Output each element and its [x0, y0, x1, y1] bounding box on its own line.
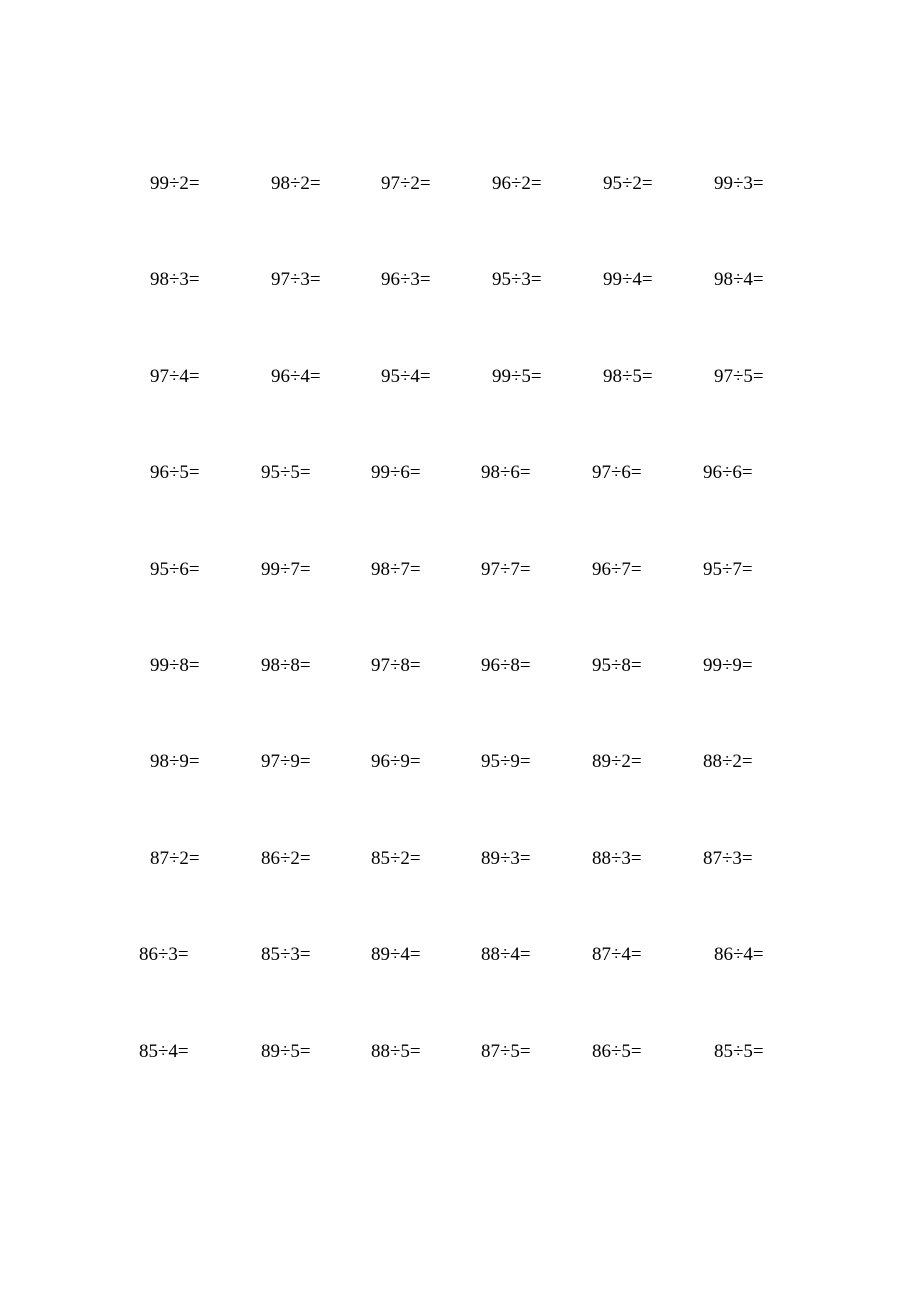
division-problem: 86÷4= [714, 944, 764, 965]
division-problem: 98÷9= [150, 751, 200, 772]
division-problem: 97÷8= [371, 655, 421, 676]
division-problem: 99÷3= [714, 173, 764, 194]
division-problem: 96÷2= [492, 173, 542, 194]
division-problem: 95÷9= [481, 751, 531, 772]
division-problem: 89÷4= [371, 944, 421, 965]
division-problem: 98÷5= [603, 366, 653, 387]
division-problem: 99÷7= [261, 559, 311, 580]
division-problem: 85÷4= [139, 1041, 189, 1062]
division-problem: 96÷7= [592, 559, 642, 580]
division-problem: 95÷8= [592, 655, 642, 676]
division-problem: 96÷5= [150, 462, 200, 483]
division-problem: 88÷2= [703, 751, 753, 772]
division-problem: 98÷6= [481, 462, 531, 483]
division-problem: 86÷3= [139, 944, 189, 965]
division-problem: 86÷2= [261, 848, 311, 869]
division-problem: 99÷4= [603, 269, 653, 290]
division-problem: 95÷4= [381, 366, 431, 387]
division-problem: 97÷9= [261, 751, 311, 772]
division-problem: 99÷9= [703, 655, 753, 676]
division-problem: 97÷4= [150, 366, 200, 387]
division-problem: 97÷2= [381, 173, 431, 194]
division-problem: 99÷8= [150, 655, 200, 676]
division-problem: 98÷2= [271, 173, 321, 194]
division-problem: 96÷6= [703, 462, 753, 483]
division-problem: 97÷6= [592, 462, 642, 483]
division-problem: 87÷4= [592, 944, 642, 965]
division-problem: 98÷8= [261, 655, 311, 676]
division-problem: 96÷8= [481, 655, 531, 676]
division-problem: 96÷4= [271, 366, 321, 387]
division-problem: 99÷2= [150, 173, 200, 194]
division-problem: 97÷5= [714, 366, 764, 387]
division-problem: 88÷3= [592, 848, 642, 869]
division-problem: 98÷3= [150, 269, 200, 290]
division-problem: 99÷6= [371, 462, 421, 483]
division-problem: 99÷5= [492, 366, 542, 387]
division-problem: 95÷7= [703, 559, 753, 580]
division-problem: 98÷4= [714, 269, 764, 290]
division-problem: 95÷2= [603, 173, 653, 194]
division-problem: 89÷2= [592, 751, 642, 772]
division-problem: 86÷5= [592, 1041, 642, 1062]
division-problem: 89÷3= [481, 848, 531, 869]
division-problem: 85÷3= [261, 944, 311, 965]
division-problem: 95÷5= [261, 462, 311, 483]
division-problem: 87÷5= [481, 1041, 531, 1062]
division-problem: 88÷4= [481, 944, 531, 965]
division-problem: 97÷3= [271, 269, 321, 290]
division-problem: 96÷3= [381, 269, 431, 290]
division-problem: 85÷2= [371, 848, 421, 869]
division-problem: 98÷7= [371, 559, 421, 580]
division-problem: 96÷9= [371, 751, 421, 772]
division-problem: 87÷3= [703, 848, 753, 869]
division-problem: 88÷5= [371, 1041, 421, 1062]
division-problem: 97÷7= [481, 559, 531, 580]
division-problem: 85÷5= [714, 1041, 764, 1062]
division-problem: 87÷2= [150, 848, 200, 869]
division-problem: 95÷6= [150, 559, 200, 580]
division-problem: 95÷3= [492, 269, 542, 290]
division-problem: 89÷5= [261, 1041, 311, 1062]
